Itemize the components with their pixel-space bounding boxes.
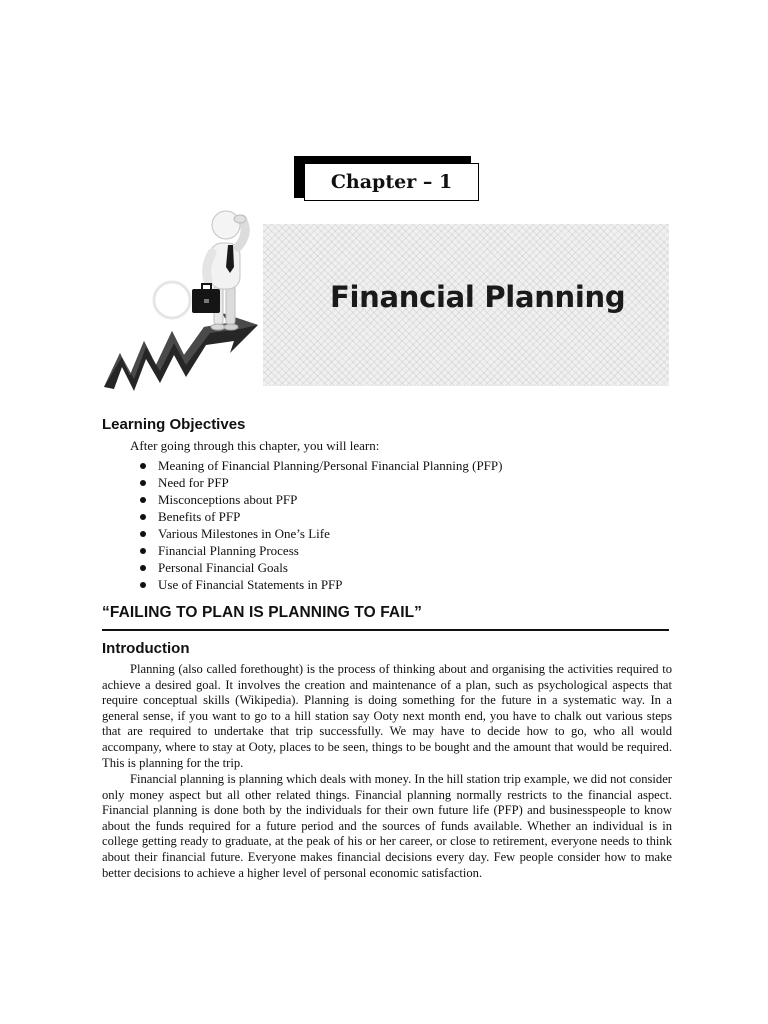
introduction-heading: Introduction (102, 640, 190, 657)
businessman-arrow-illustration (100, 205, 270, 395)
introduction-paragraph-1: Planning (also called forethought) is the process of thinking about and organising the activities required to achieve a desired goal. It involves the creation and maintenance of a plan, such as psychological aspects that require conceptual skills (Wikipedia). Planning is doing something for the future in a systematic way. In a general sense, if you want to go to a hill station say Ooty next month end, you have to chalk out various steps that are required to undertake that trip successfully. We may have to decide how to go, who all would accompany, where to stay at Ooty, places to be seen, things to be bought and the amount that would be required. This is planning for the trip. (102, 662, 672, 770)
learning-objectives-list (140, 457, 502, 593)
list-item: Financial Planning Process (140, 542, 502, 559)
businessman-icon (192, 211, 246, 330)
learning-objectives-heading: Learning Objectives (102, 416, 246, 433)
chapter-label: Chapter – 1 (304, 163, 479, 201)
divider (102, 629, 669, 631)
list-item: Need for PFP (140, 474, 502, 491)
list-item: Various Milestones in One’s Life (140, 525, 502, 542)
list-item: Misconceptions about PFP (140, 491, 502, 508)
quote-heading: “FAILING TO PLAN IS PLANNING TO FAIL” (102, 604, 423, 621)
chapter-title: Financial Planning (330, 280, 626, 314)
learning-objectives-intro: After going through this chapter, you will learn: (130, 438, 380, 453)
list-item: Use of Financial Statements in PFP (140, 576, 502, 593)
introduction-paragraph-2: Financial planning is planning which deals with money. In the hill station trip example, we did not consider only money aspect but all other related things. Financial planning normally restricts to the financial aspect. Financial planning is done both by the individuals for their own future life (PFP) and businesspeople to know about the funds required for a future period and the sources of funds available. Whether an individual is in college getting ready to graduate, at the peak of his or her career, or close to retirement, everyone needs to think about their financial future. Everyone makes financial decisions every day. Few people consider how to make better decisions to achieve a higher level of personal economic satisfaction. (102, 772, 672, 880)
list-item: Personal Financial Goals (140, 559, 502, 576)
list-item: Benefits of PFP (140, 508, 502, 525)
list-item: Meaning of Financial Planning/Personal Financial Planning (PFP) (140, 457, 502, 474)
